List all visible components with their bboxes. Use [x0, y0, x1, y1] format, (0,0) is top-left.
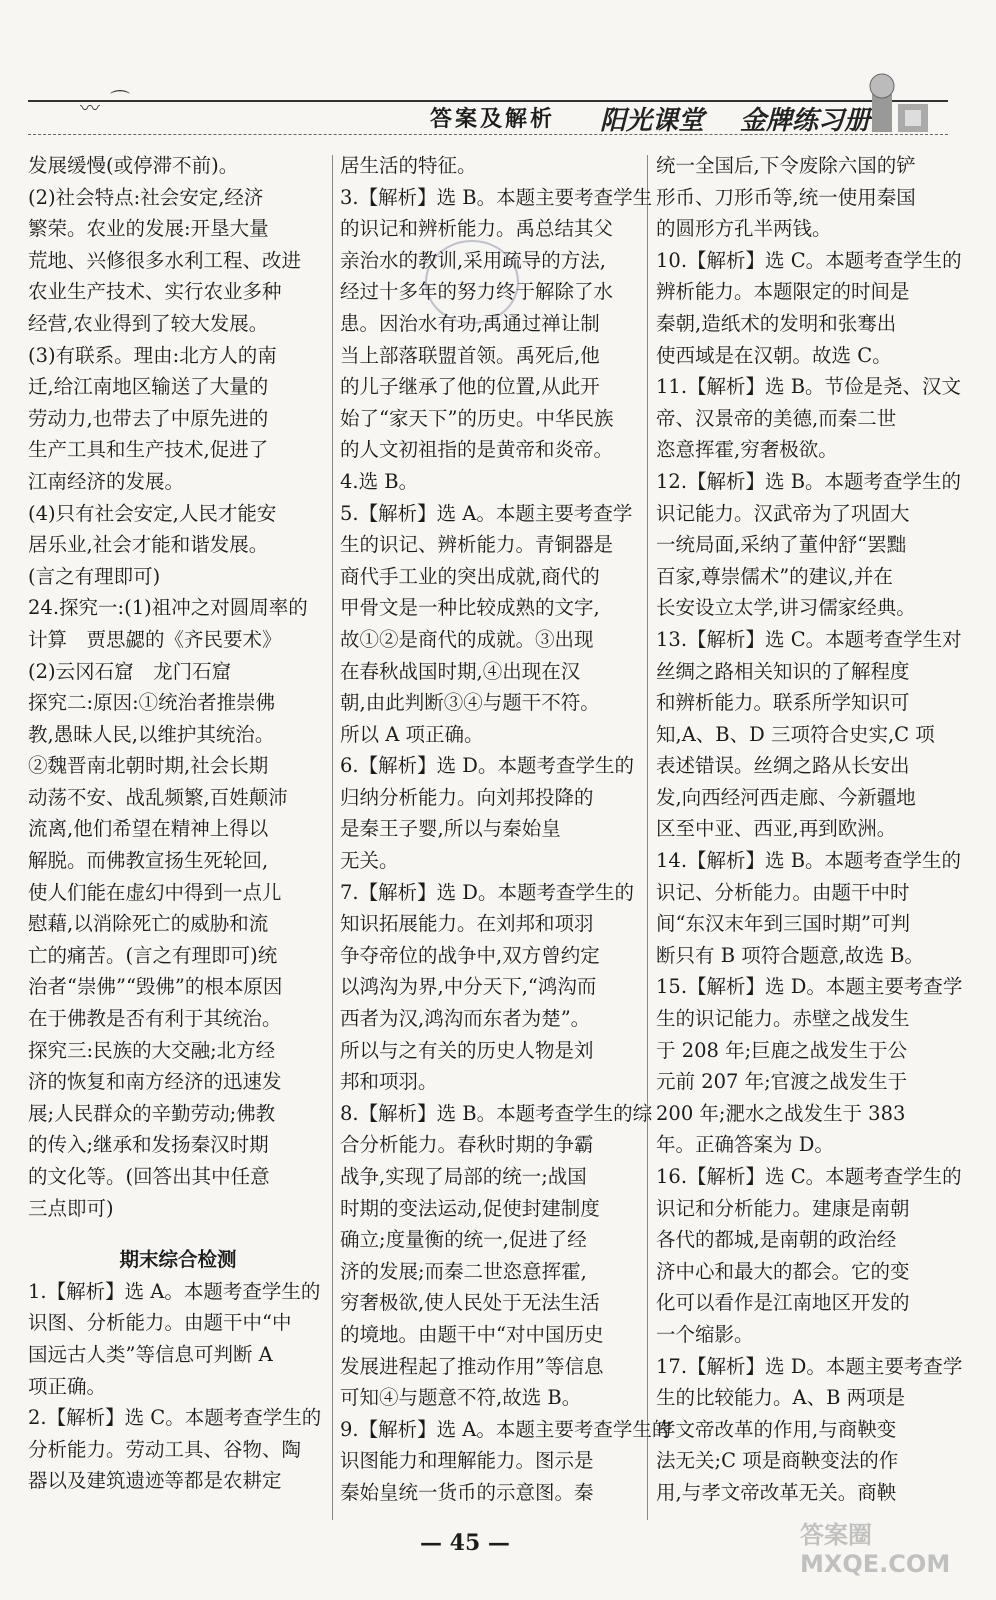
- text-line: (3)有联系。理由:北方人的南: [28, 343, 277, 367]
- text-line: 动荡不安、战乱频繁,百姓颠沛: [28, 785, 288, 809]
- column-right: [656, 150, 963, 1509]
- text-line: 一统局面,采纳了董仲舒“罢黜: [656, 533, 907, 557]
- text-line: 始了“家天下”的历史。中华民族: [340, 406, 614, 430]
- text-line: 探究二:原因:①统治者推崇佛: [28, 691, 276, 715]
- text-line: 居生活的特征。: [340, 154, 477, 177]
- text-line: 是秦王子婴,所以与秦始皇: [340, 817, 561, 841]
- text-line: 可知④与题意不符,故选 B。: [340, 1386, 582, 1410]
- text-line: 流离,他们希望在精神上得以: [28, 817, 269, 841]
- text-line: 亲治水的教训,采用疏导的方法,: [340, 248, 606, 272]
- text-line: 统一全国后,下令废除六国的铲: [656, 154, 916, 177]
- text-line: 的识记和辨析能力。禹总结其父: [340, 217, 614, 241]
- text-line: 恣意挥霍,穷奢极欲。: [656, 438, 838, 462]
- text-line: 14.【解析】选 B。本题考查学生的: [656, 849, 962, 873]
- text-line: 5.【解析】选 A。本题主要考查学: [340, 501, 633, 525]
- text-line: 居乐业,社会才能和谐发展。: [28, 533, 269, 557]
- text-line: 在于佛教是否有利于其统治。: [28, 1007, 282, 1031]
- text-line: 以鸿沟为界,中分天下,“鸿沟而: [340, 975, 597, 999]
- text-line: 济的发展;而秦二世恣意挥霍,: [340, 1259, 587, 1283]
- column-divider: [647, 155, 648, 1520]
- text-line: 展;人民群众的辛勤劳动;佛教: [28, 1101, 276, 1125]
- text-line: 繁荣。农业的发展:开垦大量: [28, 217, 269, 241]
- text-line: 争夺帝位的战争中,双方曾约定: [340, 943, 600, 967]
- bird-icon: 〰: [80, 96, 100, 120]
- text-line: 秦始皇统一货币的示意图。秦: [340, 1480, 594, 1504]
- text-line: 生产工具和生产技术,促进了: [28, 438, 269, 462]
- text-line: 长安设立太学,讲习儒家经典。: [656, 596, 916, 620]
- text-line: 表述错误。丝绸之路从长安出: [656, 754, 910, 778]
- text-line: 济中心和最大的都会。它的变: [656, 1259, 910, 1283]
- text-line: 分析能力。劳动工具、谷物、陶: [28, 1437, 302, 1461]
- text-line: 的文化等。(回答出其中任意: [28, 1165, 270, 1188]
- text-line: 帝、汉景帝的美德,而秦二世: [656, 406, 897, 430]
- text-line: 化可以看作是江南地区开发的: [656, 1291, 910, 1315]
- text-line: 丝绸之路相关知识的了解程度: [656, 659, 910, 683]
- text-line: (言之有理即可): [28, 564, 161, 588]
- text-line: 区至中亚、西亚,再到欧洲。: [656, 817, 897, 841]
- text-line: 孝文帝改革的作用,与商鞅变: [656, 1417, 897, 1441]
- text-line: 时期的变法运动,促使封建制度: [340, 1196, 600, 1220]
- text-line: 10.【解析】选 C。本题考查学生的: [656, 248, 962, 272]
- text-line: 荒地、兴修很多水利工程、改进: [28, 248, 302, 272]
- text-line: 17.【解析】选 D。本题主要考查学: [656, 1354, 963, 1378]
- text-line: 确立;度量衡的统一,促进了经: [340, 1228, 587, 1252]
- text-line: 国远古人类”等信息可判断 A: [28, 1342, 273, 1366]
- text-line: (2)云冈石窟 龙门石窟: [28, 659, 232, 683]
- text-line: 器以及建筑遗迹等都是农耕定: [28, 1469, 282, 1493]
- text-line: 和辨析能力。联系所学知识可: [656, 691, 910, 715]
- text-line: 三点即可): [28, 1196, 114, 1220]
- text-line: 亡的痛苦。(言之有理即可)统: [28, 943, 278, 967]
- text-line: 12.【解析】选 B。本题考查学生的: [656, 469, 962, 493]
- text-line: 形币、刀形币等,统一使用秦国: [656, 185, 916, 209]
- text-line: 秦朝,造纸术的发明和张骞出: [656, 311, 897, 335]
- text-line: 商代手工业的突出成就,商代的: [340, 564, 600, 588]
- text-line: 当上部落联盟首领。禹死后,他: [340, 343, 600, 367]
- text-line: 江南经济的发展。: [28, 469, 185, 493]
- text-line: 一个缩影。: [656, 1322, 754, 1346]
- text-line: 治者“崇佛”“毁佛”的根本原因: [28, 975, 283, 999]
- text-line: 探究三:民族的大交融;北方经: [28, 1038, 276, 1062]
- page-number: — 45 —: [420, 1530, 510, 1556]
- text-line: 解脱。而佛教宣扬生死轮回,: [28, 849, 269, 873]
- text-line: 生的识记能力。赤壁之战发生: [656, 1007, 910, 1031]
- column-left: [28, 150, 328, 1497]
- text-line: 慰藉,以消除死亡的威胁和流: [28, 912, 269, 936]
- text-line: 6.【解析】选 D。本题考查学生的: [340, 754, 634, 778]
- text-line: 9.【解析】选 A。本题主要考查学生的: [340, 1417, 672, 1441]
- text-line: 在春秋战国时期,④出现在汉: [340, 659, 581, 683]
- text-line: 16.【解析】选 C。本题考查学生的: [656, 1165, 962, 1188]
- text-line: 知识拓展能力。在刘邦和项羽: [340, 912, 594, 936]
- text-line: 所以与之有关的历史人物是刘: [340, 1038, 594, 1062]
- text-line: 知,A、B、D 三项符合史实,C 项: [656, 722, 935, 746]
- text-line: 归纳分析能力。向刘邦投降的: [340, 785, 594, 809]
- text-line: 24.探究一:(1)祖冲之对圆周率的: [28, 596, 308, 620]
- text-line: 农业生产技术、实行农业多种: [28, 280, 282, 304]
- text-line: 朝,由此判断③④与题干不符。: [340, 691, 600, 715]
- text-line: 患。因治水有功,禹通过禅让制: [340, 311, 600, 335]
- text-line: 无关。: [340, 849, 399, 873]
- header-title: 答案及解析: [430, 107, 556, 132]
- text-line: 的境地。由题干中“对中国历史: [340, 1322, 604, 1346]
- text-line: 的人文初祖指的是黄帝和炎帝。: [340, 438, 614, 462]
- text-line: 发展进程起了推动作用”等信息: [340, 1354, 604, 1378]
- text-line: 所以 A 项正确。: [340, 722, 484, 746]
- text-line: 穷奢极欲,使人民处于无法生活: [340, 1291, 600, 1315]
- text-line: 发展缓慢(或停滞不前)。: [28, 154, 239, 177]
- text-line: 法无关;C 项是商鞅变法的作: [656, 1449, 899, 1473]
- text-line: 辨析能力。本题限定的时间是: [656, 280, 910, 304]
- text-line: 1.【解析】选 A。本题考查学生的: [28, 1279, 321, 1303]
- text-line: 战争,实现了局部的统一;战国: [340, 1165, 587, 1188]
- text-line: 11.【解析】选 B。节俭是尧、汉文: [656, 375, 962, 399]
- text-line: 识记能力。汉武帝为了巩固大: [656, 501, 910, 525]
- book-decoration-icon: [860, 64, 940, 134]
- text-line: ②魏晋南北朝时期,社会长期: [28, 754, 269, 778]
- text-line: (2)社会特点:社会安定,经济: [28, 185, 264, 209]
- text-line: 生的比较能力。A、B 两项是: [656, 1386, 906, 1410]
- text-line: 使西域是在汉朝。故选 C。: [656, 343, 892, 367]
- text-line: 断只有 B 项符合题意,故选 B。: [656, 943, 924, 967]
- text-line: 计算 贾思勰的《齐民要术》: [28, 627, 282, 651]
- text-line: 3.【解析】选 B。本题主要考查学生: [340, 185, 653, 209]
- brand-name: 阳光课堂: [600, 106, 705, 136]
- bird-icon: ⌒: [110, 88, 130, 112]
- text-line: 教,愚昧人民,以维护其统治。: [28, 722, 275, 746]
- column-divider: [332, 155, 333, 1520]
- text-line: 15.【解析】选 D。本题主要考查学: [656, 975, 963, 999]
- text-line: 用,与孝文帝改革无关。商鞅: [656, 1480, 897, 1504]
- text-line: (4)只有社会安定,人民才能安: [28, 501, 277, 525]
- text-line: 生的识记、辨析能力。青铜器是: [340, 533, 614, 557]
- text-line: 劳动力,也带去了中原先进的: [28, 406, 269, 430]
- text-line: 项正确。: [28, 1374, 107, 1398]
- text-line: 识图、分析能力。由题干中“中: [28, 1311, 292, 1335]
- text-line: 年。正确答案为 D。: [656, 1133, 834, 1157]
- page-header: [0, 0, 996, 150]
- watermark-logo: 答案圈 MXQE.COM: [800, 1521, 951, 1578]
- text-line: 经营,农业得到了较大发展。: [28, 311, 269, 335]
- text-line: 发,向西经河西走廊、今新疆地: [656, 785, 916, 809]
- text-line: 4.选 B。: [340, 469, 419, 493]
- text-line: 于 208 年;巨鹿之战发生于公: [656, 1038, 908, 1062]
- text-line: 邦和项羽。: [340, 1070, 438, 1094]
- section-title: 期末综合检测: [119, 1248, 237, 1272]
- text-line: 元前 207 年;官渡之战发生于: [656, 1070, 908, 1094]
- text-line: 的儿子继承了他的位置,从此开: [340, 375, 600, 399]
- text-line: 合分析能力。春秋时期的争霸: [340, 1133, 594, 1157]
- text-line: 识记、分析能力。由题干中时: [656, 880, 910, 904]
- text-line: 7.【解析】选 D。本题考查学生的: [340, 880, 634, 904]
- column-middle: [340, 150, 672, 1509]
- text-line: 百家,尊崇儒术”的建议,并在: [656, 564, 893, 588]
- text-line: 识记和分析能力。建康是南朝: [656, 1196, 910, 1220]
- text-line: 西者为汉,鸿沟而东者为楚”。: [340, 1007, 591, 1031]
- text-line: 使人们能在虚幻中得到一点儿: [28, 880, 282, 904]
- brand-subtitle: 金牌练习册: [740, 106, 871, 136]
- text-line: 间“东汉末年到三国时期”可判: [656, 912, 910, 936]
- text-line: 经过十多年的努力终于解除了水: [340, 280, 614, 304]
- text-line: 各代的都城,是南朝的政治经: [656, 1228, 897, 1252]
- text-line: 200 年;淝水之战发生于 383: [656, 1101, 906, 1125]
- text-line: 8.【解析】选 B。本题考查学生的综: [340, 1101, 653, 1125]
- text-line: 的传入;继承和发扬秦汉时期: [28, 1133, 269, 1157]
- text-line: 的圆形方孔半两钱。: [656, 217, 832, 241]
- text-line: 2.【解析】选 C。本题考查学生的: [28, 1406, 322, 1430]
- text-line: 识图能力和理解能力。图示是: [340, 1449, 594, 1473]
- text-line: 甲骨文是一种比较成熟的文字,: [340, 596, 600, 620]
- text-line: 济的恢复和南方经济的迅速发: [28, 1070, 282, 1094]
- text-line: 迁,给江南地区输送了大量的: [28, 375, 269, 399]
- text-line: 故①②是商代的成就。③出现: [340, 627, 594, 651]
- text-line: 13.【解析】选 C。本题考查学生对: [656, 627, 962, 651]
